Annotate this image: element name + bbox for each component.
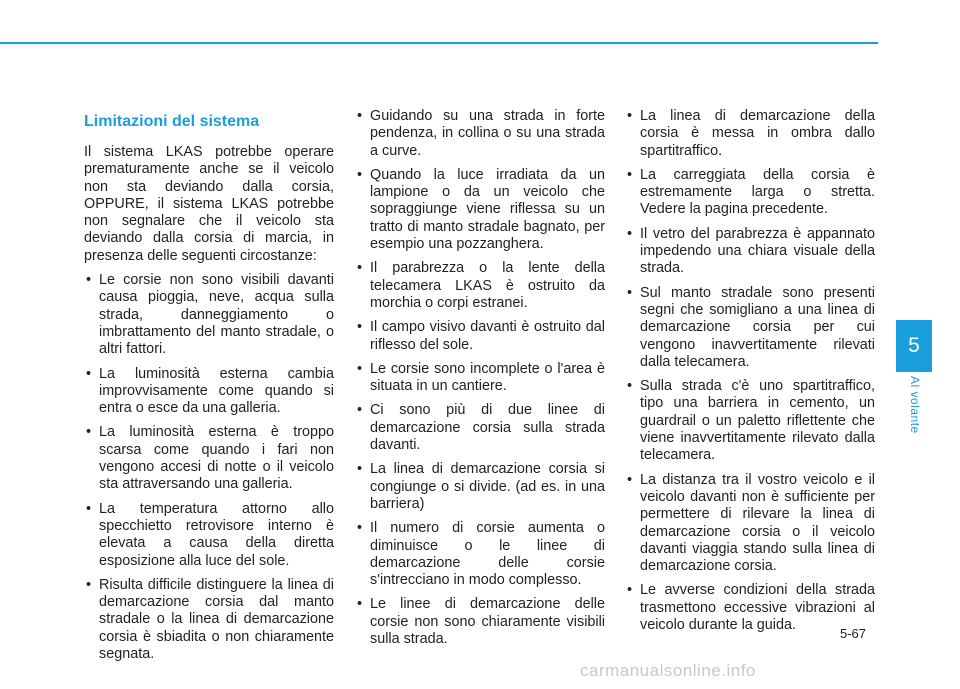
bullet-icon: • xyxy=(357,108,363,124)
list-item-text: Risulta difficile distinguere la linea di demarcazione corsia dal manto stradale o la linea di demarcazione corsia è sbiadita o non chiaramente segnata. xyxy=(99,576,334,663)
bullet-icon: • xyxy=(627,284,633,301)
section-title: Limitazioni del sistema xyxy=(84,113,260,130)
list-item-text: Quando la luce irradiata da un lampione o da un veicolo che sopraggiunge viene riflessa su un tratto di manto stradale bagnato, per esempio una pozzanghera. xyxy=(370,166,605,253)
chapter-number: 5 xyxy=(908,334,920,357)
list-item-text: Sul manto stradale sono presenti segni che somigliano a una linea di demarcazione corsia per cui vengono inavvertitamente rilevati dalla telecamera. xyxy=(640,284,875,370)
list-item-text: Le avverse condizioni della strada trasmettono eccessive vibrazioni al veicolo durante la guida. xyxy=(640,582,875,634)
bullet-icon: • xyxy=(627,471,633,488)
intro-paragraph: Il sistema LKAS potrebbe operare prematuramente anche se il veicolo non sta deviando dalla corsia, OPPURE, il sistema LKAS potrebbe non segnalare che il veicolo sta deviando dalla corsia di marcia, in presenza delle seguenti circostanze: xyxy=(84,144,334,264)
list-item xyxy=(625,378,875,464)
list-item xyxy=(84,577,334,663)
bullet-list-col3 xyxy=(625,108,875,634)
list-item-text: Sulla strada c'è uno spartitraffico, tipo una barriera in cemento, un guardrail o un paletto riflettente che viene inavvertitamente rilevato dalla telecamera. xyxy=(640,378,875,464)
list-item-text: La luminosità esterna è troppo scarsa come quando i fari non vengono accesi di notte o il veicolo sta attraversando una galleria. xyxy=(99,424,334,493)
chapter-tab xyxy=(896,320,932,372)
bullet-icon: • xyxy=(357,319,363,336)
list-item-text: Le corsie non sono visibili davanti causa pioggia, neve, acqua sulla strada, danneggiamento o imbrattamento del manto stradale, o altri fattori. xyxy=(99,272,334,358)
list-item xyxy=(355,319,605,354)
list-item xyxy=(355,520,605,589)
list-item-text: La linea di demarcazione della corsia è messa in ombra dallo spartitraffico. xyxy=(640,108,875,159)
chapter-label: Al volante xyxy=(908,376,922,434)
list-item-text: Guidando su una strada in forte pendenza, in collina o su una strada a curve. xyxy=(370,108,605,159)
bullet-icon: • xyxy=(627,378,633,395)
bullet-icon: • xyxy=(627,108,633,124)
bullet-icon: • xyxy=(357,166,363,183)
page-number: 5-67 xyxy=(840,626,867,641)
list-item-text: Il campo visivo davanti è ostruito dal riflesso del sole. xyxy=(370,319,605,353)
list-item xyxy=(625,167,875,219)
list-item-text: Il parabrezza o la lente della telecamera LKAS è ostruito da morchia o corpi estranei. xyxy=(370,260,605,311)
column-3 xyxy=(625,108,875,641)
list-item xyxy=(625,582,875,634)
bullet-icon: • xyxy=(357,461,363,478)
list-item xyxy=(625,285,875,371)
column-2 xyxy=(355,108,605,655)
list-item-text: La distanza tra il vostro veicolo e il veicolo davanti non è sufficiente per permettere di rilevare la linea di demarcazione corsia o il veicolo davanti viaggia stando sulla linea di demarcazione corsia. xyxy=(640,471,875,575)
bullet-icon: • xyxy=(627,166,633,183)
list-item xyxy=(355,596,605,648)
list-item xyxy=(625,226,875,278)
list-item-text: La luminosità esterna cambia improvvisamente come quando si entra o esce da una galleria. xyxy=(99,365,334,417)
bullet-icon: • xyxy=(86,576,92,593)
bullet-list-col2 xyxy=(355,108,605,648)
list-item-text: La temperatura attorno allo specchietto retrovisore interno è elevata a causa della diretta esposizione alla luce del sole. xyxy=(99,500,334,569)
list-item xyxy=(84,501,334,570)
bullet-icon: • xyxy=(357,360,363,377)
header-rule xyxy=(0,42,878,44)
bullet-icon: • xyxy=(86,272,92,289)
bullet-list-col1 xyxy=(84,272,334,663)
list-item xyxy=(84,272,334,358)
list-item xyxy=(84,424,334,493)
list-item xyxy=(355,361,605,396)
list-item-text: Le corsie sono incomplete o l'area è situata in un cantiere. xyxy=(370,360,605,395)
list-item xyxy=(355,461,605,513)
list-item xyxy=(355,260,605,312)
column-1 xyxy=(84,108,334,670)
bullet-icon: • xyxy=(86,424,92,441)
bullet-icon: • xyxy=(357,402,363,419)
bullet-icon: • xyxy=(86,365,92,382)
list-item xyxy=(625,108,875,160)
bullet-icon: • xyxy=(357,260,363,277)
list-item xyxy=(355,108,605,160)
list-item xyxy=(84,366,334,418)
list-item-text: Ci sono più di due linee di demarcazione corsia sulla strada davanti. xyxy=(370,402,605,454)
watermark: carmanualsonline.info xyxy=(580,661,756,680)
list-item-text: La linea di demarcazione corsia si congiunge o si divide. (ad es. in una barriera) xyxy=(370,461,605,512)
bullet-icon: • xyxy=(357,520,363,537)
list-item-text: Il vetro del parabrezza è appannato impedendo una chiara visuale della strada. xyxy=(640,225,875,277)
list-item xyxy=(355,402,605,454)
list-item xyxy=(355,167,605,253)
list-item xyxy=(625,472,875,576)
list-item-text: Le linee di demarcazione delle corsie non sono chiaramente visibili sulla strada. xyxy=(370,596,605,648)
list-item-text: Il numero di corsie aumenta o diminuisce o le linee di demarcazione delle corsie s'intrecciano in modo complesso. xyxy=(370,520,605,589)
bullet-icon: • xyxy=(357,596,363,613)
list-item-text: La carreggiata della corsia è estremamente larga o stretta. Vedere la pagina precedente. xyxy=(640,166,875,218)
bullet-icon: • xyxy=(627,225,633,242)
bullet-icon: • xyxy=(86,500,92,517)
bullet-icon: • xyxy=(627,582,633,599)
